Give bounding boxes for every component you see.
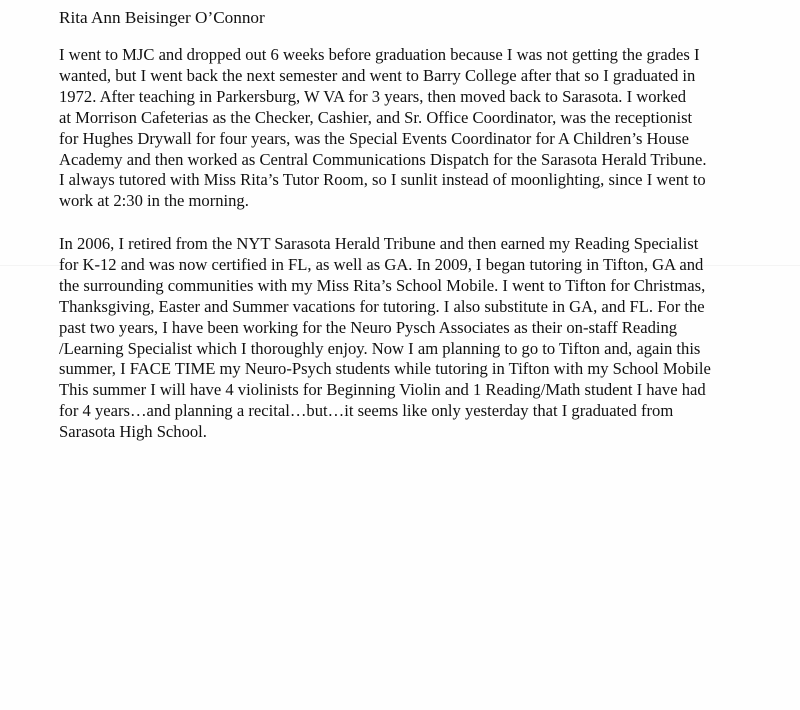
text-line: Academy and then worked as Central Communications Dispatch for the Sarasota Herald Tribune. xyxy=(59,149,707,169)
text-line: for K-12 and was now certified in FL, as well as GA. In 2009, I began tutoring in Tifton, GA and xyxy=(59,254,704,274)
text-line: at Morrison Cafeterias as the Checker, Cashier, and Sr. Office Coordinator, was the receptionist xyxy=(59,107,693,127)
paragraph-education-career xyxy=(59,45,799,212)
text-line: work at 2:30 in the morning. xyxy=(59,191,249,211)
text-line: Thanksgiving, Easter and Summer vacations for tutoring. I also substitute in GA, and FL. For the xyxy=(59,296,705,316)
text-line: for Hughes Drywall for four years, was the Special Events Coordinator for A Children’s House xyxy=(59,128,689,148)
text-line: 1972. After teaching in Parkersburg, W VA for 3 years, then moved back to Sarasota. I worked xyxy=(59,86,687,106)
text-line: summer, I FACE TIME my Neuro-Psych students while tutoring in Tifton with my School Mobile xyxy=(59,359,711,379)
document-title: Rita Ann Beisinger O’Connor xyxy=(59,8,265,27)
text-line: I always tutored with Miss Rita’s Tutor Room, so I sunlit instead of moonlighting, since I went to xyxy=(59,170,706,190)
text-line: wanted, but I went back the next semester and went to Barry College after that so I graduated in xyxy=(59,65,696,85)
text-line: past two years, I have been working for the Neuro Pysch Associates as their on-staff Reading xyxy=(59,317,678,337)
text-line: This summer I will have 4 violinists for Beginning Violin and 1 Reading/Math student I have had xyxy=(59,380,706,400)
text-line: In 2006, I retired from the NYT Sarasota Herald Tribune and then earned my Reading Specialist xyxy=(59,234,699,253)
text-line: /Learning Specialist which I thoroughly enjoy. Now I am planning to go to Tifton and, again this xyxy=(59,338,701,358)
paragraph-retirement-tutoring xyxy=(59,234,799,443)
text-line: the surrounding communities with my Miss Rita’s School Mobile. I went to Tifton for Christmas, xyxy=(59,275,706,295)
text-line: I went to MJC and dropped out 6 weeks before graduation because I was not getting the grades I xyxy=(59,45,700,64)
text-line: Sarasota High School. xyxy=(59,422,207,442)
text-line: for 4 years…and planning a recital…but…it seems like only yesterday that I graduated from xyxy=(59,401,674,421)
